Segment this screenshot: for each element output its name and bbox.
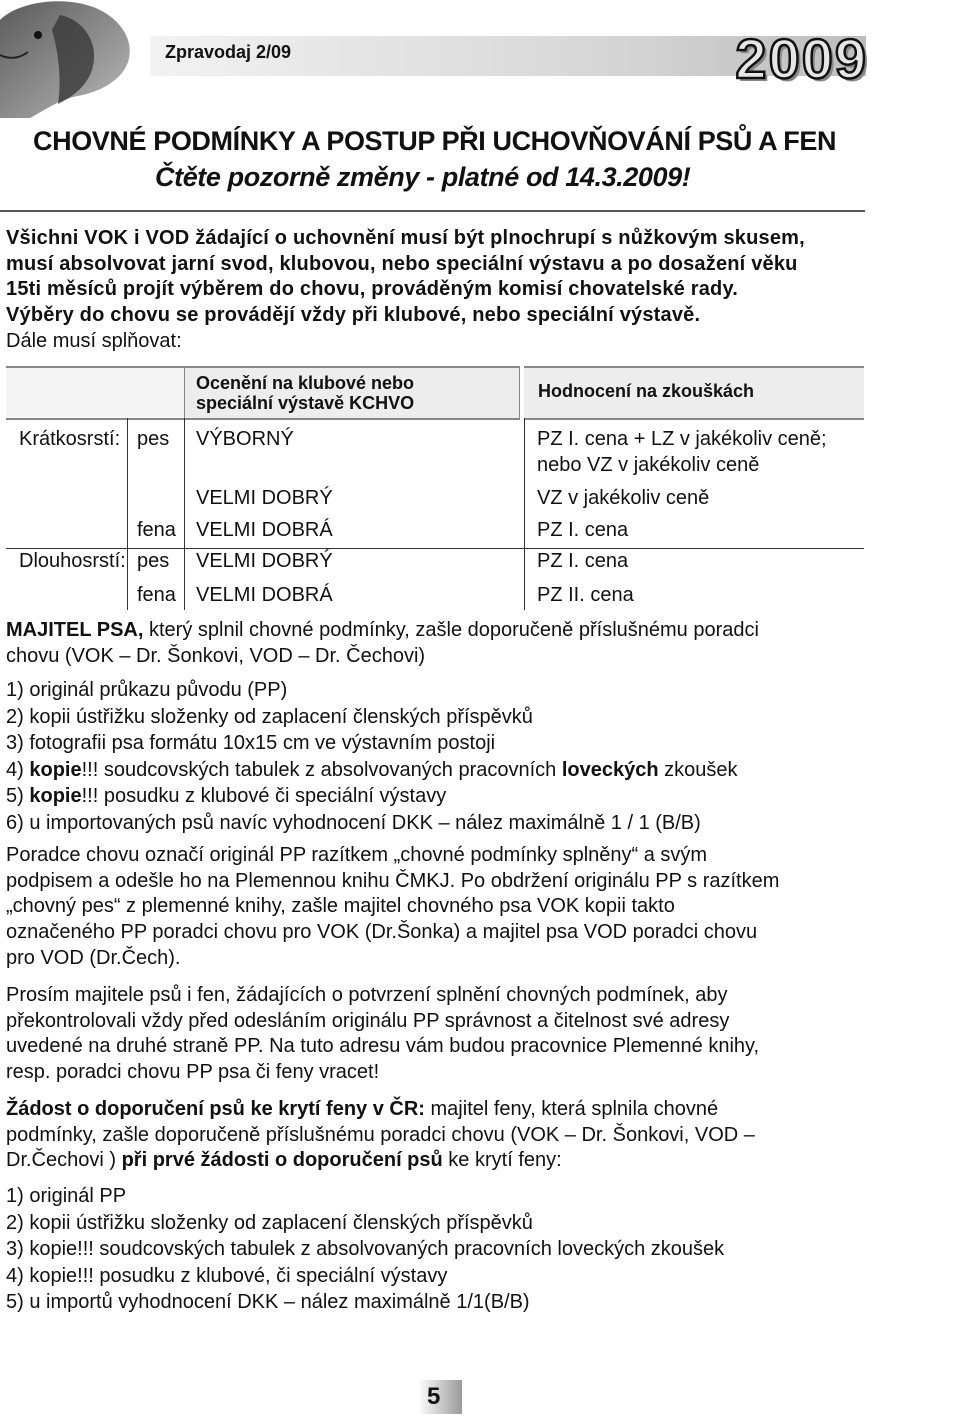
year-label: 2009 bbox=[735, 27, 868, 90]
sex-label: fena bbox=[137, 584, 176, 606]
list-item: 4) kopie!!! soudcovských tabulek z absolvovaných pracovních loveckých zkoušek bbox=[6, 758, 738, 781]
page-subtitle: Čtěte pozorně změny - platné od 14.3.2009! bbox=[155, 162, 691, 192]
owner-text: který splnil chovné podmínky, zašle doporučeně příslušnému poradci bbox=[143, 619, 759, 641]
list-item: 1) originál PP bbox=[6, 1185, 127, 1207]
intro-paragraph bbox=[6, 226, 866, 329]
table-divider bbox=[184, 418, 185, 610]
breed-label: Dlouhosrstí: bbox=[19, 550, 126, 572]
table-divider bbox=[6, 548, 864, 549]
text-line: podmínky, zašle doporučeně příslušnému poradci chovu (VOK – Dr. Šonkovi, VOD – bbox=[6, 1123, 755, 1146]
list-item: 4) kopie!!! posudku z klubové, či speciální výstavy bbox=[6, 1264, 448, 1287]
table-divider bbox=[127, 418, 128, 610]
request-paragraph bbox=[6, 983, 866, 1086]
text-line: „chovný pes“ z plemenné knihy, zašle majitel chovného psa VOK kopii takto bbox=[6, 895, 675, 918]
intro-line: Výběry do chovu se provádějí vždy při klubové, nebo speciální výstavě. bbox=[6, 304, 701, 327]
title-divider bbox=[0, 210, 865, 212]
show-grade: VELMI DOBRÁ bbox=[196, 584, 333, 606]
text-line: překontrolovali vždy před odesláním originálu PP správnost a čitelnost své adresy bbox=[6, 1009, 730, 1032]
female-document-list bbox=[6, 1183, 724, 1316]
text-line: resp. poradci chovu PP psa či feny vracet! bbox=[6, 1061, 380, 1084]
exam-requirement-cont: nebo VZ v jakékoliv ceně bbox=[537, 454, 760, 476]
owner-document-list bbox=[6, 677, 738, 836]
owner-text-cont: chovu (VOK – Dr. Šonkovi, VOD – Dr. Čechovi) bbox=[6, 644, 426, 667]
list-item: 1) originál průkazu původu (PP) bbox=[6, 679, 288, 701]
text-line: označeného PP poradci chovu pro VOK (Dr.Šonka) a majitel psa VOD poradci chovu bbox=[6, 921, 758, 944]
show-grade: VELMI DOBRÝ bbox=[196, 487, 333, 509]
show-grade: VELMI DOBRÁ bbox=[196, 519, 333, 541]
sex-label: pes bbox=[137, 428, 170, 450]
list-item: 5) u importů vyhodnocení DKK – nález maximálně 1/1(B/B) bbox=[6, 1291, 530, 1313]
list-item: 3) kopie!!! soudcovských tabulek z absolvovaných pracovních loveckých zkoušek bbox=[6, 1238, 725, 1260]
page-title: CHOVNÉ PODMÍNKY A POSTUP PŘI UCHOVŇOVÁNÍ PSŮ A FEN bbox=[33, 126, 837, 156]
intro-line: Všichni VOK i VOD žádající o uchovnění musí být plnochrupí s nůžkovým skusem, bbox=[6, 227, 805, 249]
table-divider bbox=[524, 418, 525, 610]
header-show-label: Ocenění na klubové nebo speciální výstavě KCHVO bbox=[196, 373, 415, 413]
owner-lead: MAJITEL PSA, bbox=[6, 619, 144, 641]
dog-head-logo bbox=[0, 0, 160, 120]
female-paragraph: Žádost o doporučení psů ke krytí feny v ČR: majitel feny, která splnila chovné podmínky, zašle doporučeně příslušnému poradci chovu (VOK – Dr. Šonkovi, VOD – Dr.Čechovi ) při prvé žádosti o doporučení psů ke krytí feny: bbox=[6, 1097, 866, 1174]
show-grade: VÝBORNÝ bbox=[196, 428, 294, 450]
advisor-paragraph bbox=[6, 843, 866, 972]
breed-label: Krátkosrstí: bbox=[19, 428, 121, 450]
owner-paragraph bbox=[6, 618, 866, 669]
intro-more: Dále musí splňovat: bbox=[6, 330, 182, 352]
issue-label: Zpravodaj 2/09 bbox=[165, 42, 292, 62]
exam-requirement: PZ I. cena bbox=[537, 550, 629, 572]
text-line: Prosím majitele psů i fen, žádajících o potvrzení splnění chovných podmínek, aby bbox=[6, 984, 728, 1006]
list-item: 3) fotografii psa formátu 10x15 cm ve výstavním postoji bbox=[6, 732, 496, 754]
list-item: 2) kopii ústřižku složenky od zaplacení členských příspěvků bbox=[6, 1211, 533, 1234]
list-item: 2) kopii ústřižku složenky od zaplacení členských příspěvků bbox=[6, 705, 533, 728]
female-lead: Žádost o doporučení psů ke krytí feny v ČR: bbox=[6, 1098, 425, 1120]
exam-requirement: PZ I. cena bbox=[537, 519, 629, 541]
page-number: 5 bbox=[427, 1383, 441, 1410]
intro-line: 15ti měsíců projít výběrem do chovu, prováděným komisí chovatelské rady. bbox=[6, 278, 739, 301]
sex-label: pes bbox=[137, 550, 170, 572]
text-line: uvedené na druhé straně PP. Na tuto adresu vám budou pracovnice Plemenné knihy, bbox=[6, 1035, 760, 1058]
exam-requirement: VZ v jakékoliv ceně bbox=[537, 487, 710, 509]
intro-line: musí absolvovat jarní svod, klubovou, nebo speciální výstavu a po dosažení věku bbox=[6, 252, 798, 275]
text-line: Poradce chovu označí originál PP razítkem „chovné podmínky splněny“ a svým bbox=[6, 844, 708, 866]
exam-requirement: PZ II. cena bbox=[537, 584, 634, 606]
list-item: 5) kopie!!! posudku z klubové či speciální výstavy bbox=[6, 785, 447, 807]
list-item: 6) u importovaných psů navíc vyhodnocení DKK – nález maximálně 1 / 1 (B/B) bbox=[6, 811, 701, 834]
exam-requirement: PZ I. cena + LZ v jakékoliv ceně; bbox=[537, 428, 827, 450]
text-line: podpisem a odešle ho na Plemennou knihu ČMKJ. Po obdržení originálu PP s razítkem bbox=[6, 869, 780, 892]
header-exam-label: Hodnocení na zkouškách bbox=[538, 381, 755, 401]
table-header-blank bbox=[6, 366, 184, 420]
text-line: pro VOD (Dr.Čech). bbox=[6, 946, 181, 969]
sex-label: fena bbox=[137, 519, 176, 541]
show-grade: VELMI DOBRÝ bbox=[196, 550, 333, 572]
